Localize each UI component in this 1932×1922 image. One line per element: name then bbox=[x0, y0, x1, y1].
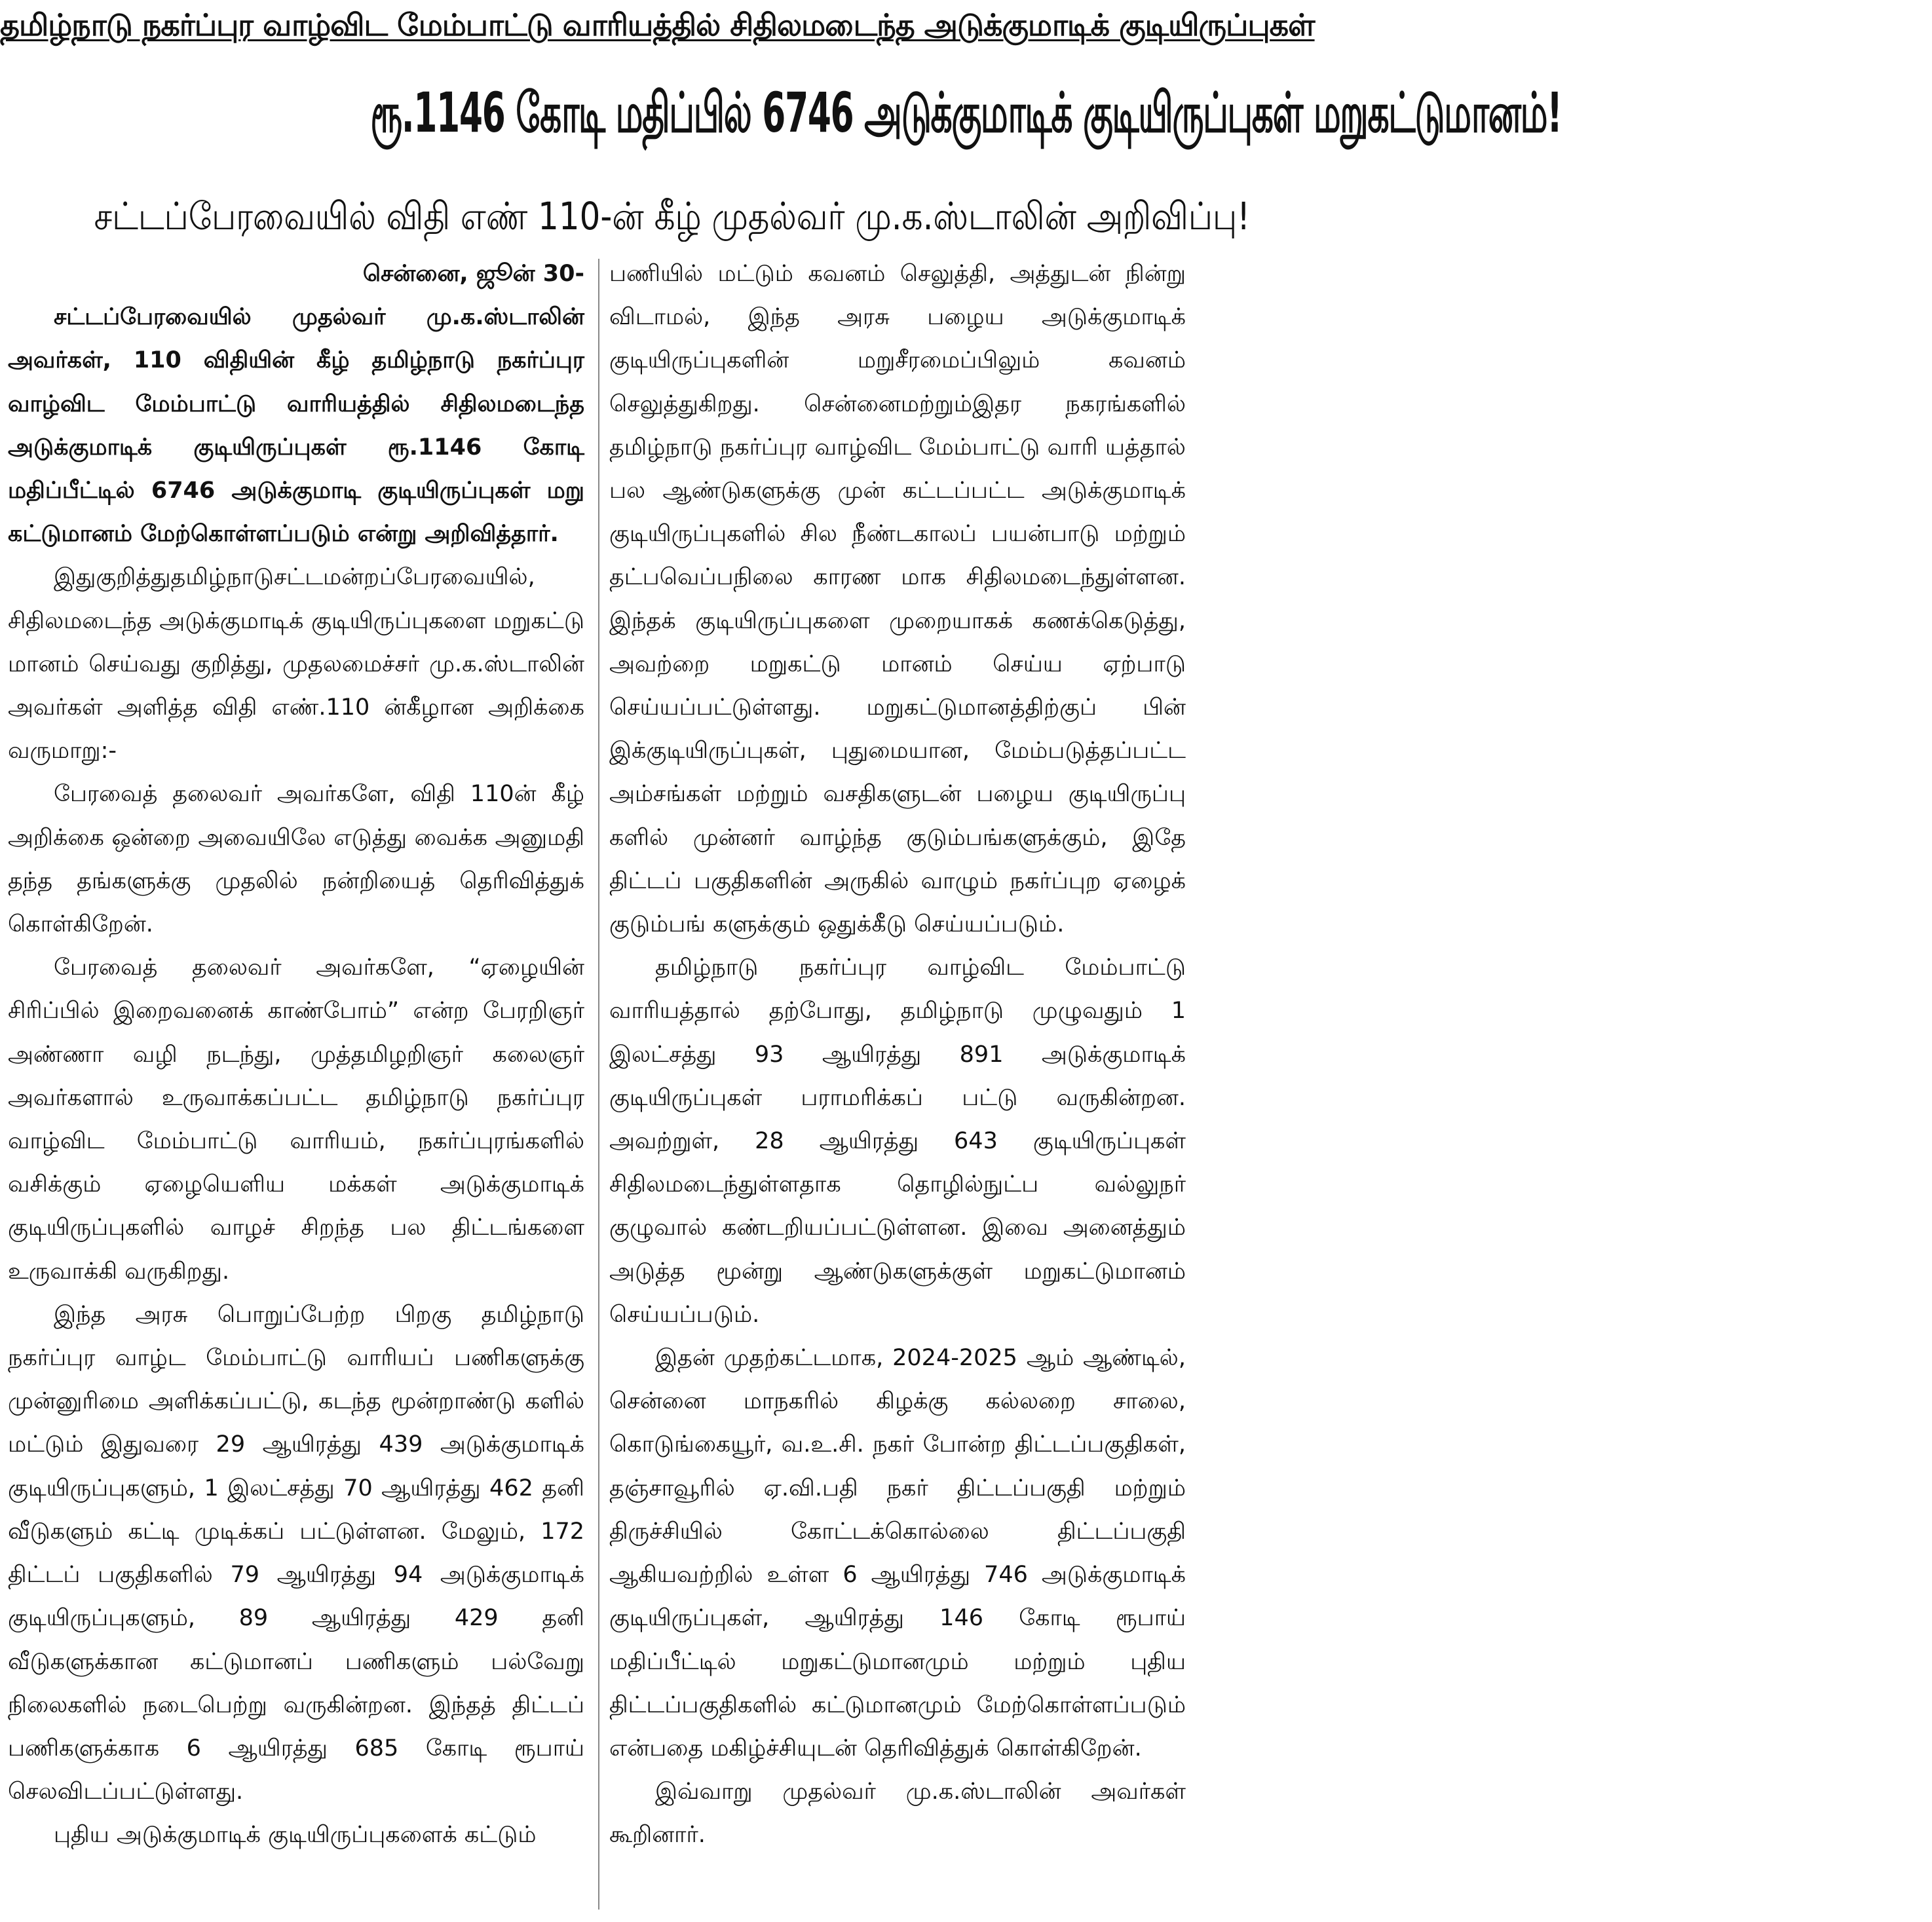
headline-text: ரூ.1146 கோடி மதிப்பில் 6746 அடுக்குமாடிக் குடியிருப்புகள் மறுகட்டுமானம்! bbox=[370, 81, 1562, 145]
paragraph: இவ்வாறு முதல்வர் மு.க.ஸ்டாலின் அவர்கள் கூறினார். bbox=[609, 1779, 1186, 1849]
paragraph: புதிய அடுக்குமாடிக் குடியிருப்புகளைக் கட்டும் bbox=[54, 1822, 537, 1849]
left-column bbox=[8, 252, 584, 1916]
dateline: சென்னை, ஜூன் 30- bbox=[362, 261, 584, 287]
lead-paragraph: சட்டப்பேரவையில் முதல்வர் மு.க.ஸ்டாலின் அவர்கள், 110 விதியின் கீழ் தமிழ்நாடு நகர்ப்புர வாழ்விட மேம்பாட்டு வாரியத்தில் சிதிலமடைந்த அடுக்குமாடிக் குடியிருப்புகள் ரூ.1146 கோடி மதிப்பீட்டில் 6746 அடுக்குமாடி குடியிருப்புகள் மறு கட்டுமானம் மேற்கொள்ளப்படும் என்று அறிவித்தார். bbox=[8, 304, 584, 548]
kicker-text: தமிழ்நாடு நகர்ப்புர வாழ்விட மேம்பாட்டு வாரியத்தில் சிதிலமடைந்த அடுக்குமாடிக் குடியிருப்புகள் bbox=[0, 7, 1315, 43]
subheadline bbox=[0, 183, 1251, 249]
subheadline-text: சட்டப்பேரவையில் விதி எண் 110-ன் கீழ் முதல்வர் மு.க.ஸ்டாலின் அறிவிப்பு! bbox=[94, 194, 1251, 238]
headline bbox=[0, 60, 1562, 165]
paragraph: பேரவைத் தலைவர் அவர்களே, விதி 110ன் கீழ் அறிக்கை ஒன்றை அவையிலே எடுத்து வைக்க அனுமதி தந்த தங்களுக்கு முதலில் நன்றியைத் தெரிவித்துக் கொள்கிறேன். bbox=[8, 781, 584, 938]
paragraph: இதன் முதற்கட்டமாக, 2024-2025 ஆம் ஆண்டில், சென்னை மாநகரில் கிழக்கு கல்லறை சாலை, கொடுங்கையூர், வ.உ.சி. நகர் போன்ற திட்டப்பகுதிகள், தஞ்சாவூரில் ஏ.வி.பதி நகர் திட்டப்பகுதி மற்றும் திருச்சியில் கோட்டக்கொல்லை திட்டப்பகுதி ஆகியவற்றில் உள்ள 6 ஆயிரத்து 746 அடுக்குமாடிக் குடியிருப்புகள், ஆயிரத்து 146 கோடி ரூபாய் மதிப்பீட்டில் மறுகட்டுமானமும் மற்றும் புதிய திட்டப்பகுதிகளில் கட்டுமானமும் மேற்கொள்ளப்படும் என்பதை மகிழ்ச்சியுடன் தெரிவித்துக் கொள்கிறேன். bbox=[609, 1345, 1186, 1762]
right-column bbox=[609, 252, 1186, 1916]
paragraph: இந்த அரசு பொறுப்பேற்ற பிறகு தமிழ்நாடு நகர்ப்புர வாழ்ட மேம்பாட்டு வாரியப் பணிகளுக்கு முன்னுரிமை அளிக்கப்பட்டு, கடந்த மூன்றாண்டு களில் மட்டும் இதுவரை 29 ஆயிரத்து 439 அடுக்குமாடிக் குடியிருப்புகளும், 1 இலட்சத்து 70 ஆயிரத்து 462 தனி வீடுகளும் கட்டி முடிக்கப் பட்டுள்ளன. மேலும், 172 திட்டப் பகுதிகளில் 79 ஆயிரத்து 94 அடுக்குமாடிக் குடியிருப்புகளும், 89 ஆயிரத்து 429 தனி வீடுகளுக்கான கட்டுமானப் பணிகளும் பல்வேறு நிலைகளில் நடைபெற்று வருகின்றன. இந்தத் திட்டப் பணிகளுக்காக 6 ஆயிரத்து 685 கோடி ரூபாய் செலவிடப்பட்டுள்ளது. bbox=[8, 1301, 584, 1805]
paragraph: இதுகுறித்துதமிழ்நாடுசட்டமன்றப்பேரவையில், சிதிலமடைந்த அடுக்குமாடிக் குடியிருப்புகளை மறுகட்டு மானம் செய்வது குறித்து, முதலமைச்சர் மு.க.ஸ்டாலின் அவர்கள் அளித்த விதி எண்.110 ன்கீழான அறிக்கை வருமாறு:- bbox=[8, 564, 584, 764]
kicker-line bbox=[0, 4, 1315, 46]
column-divider bbox=[598, 259, 599, 1910]
paragraph: பணியில் மட்டும் கவனம் செலுத்தி, அத்துடன் நின்று விடாமல், இந்த அரசு பழைய அடுக்குமாடிக் குடியிருப்புகளின் மறுசீரமைப்பிலும் கவனம் செலுத்துகிறது. சென்னைமற்றும்இதர நகரங்களில் தமிழ்நாடு நகர்ப்புர வாழ்விட மேம்பாட்டு வாரி யத்தால் பல ஆண்டுகளுக்கு முன் கட்டப்பட்ட அடுக்குமாடிக் குடியிருப்புகளில் சில நீண்டகாலப் பயன்பாடு மற்றும் தட்பவெப்பநிலை காரண மாக சிதிலமடைந்துள்ளன. இந்தக் குடியிருப்புகளை முறையாகக் கணக்கெடுத்து, அவற்றை மறுகட்டு மானம் செய்ய ஏற்பாடு செய்யப்பட்டுள்ளது. மறுகட்டுமானத்திற்குப் பின் இக்குடியிருப்புகள், புதுமையான, மேம்படுத்தப்பட்ட அம்சங்கள் மற்றும் வசதிகளுடன் பழைய குடியிருப்பு களில் முன்னர் வாழ்ந்த குடும்பங்களுக்கும், இதே திட்டப் பகுதிகளின் அருகில் வாழும் நகர்ப்புற ஏழைக் குடும்பங் களுக்கும் ஒதுக்கீடு செய்யப்படும். bbox=[609, 261, 1186, 938]
paragraph: தமிழ்நாடு நகர்ப்புர வாழ்விட மேம்பாட்டு வாரியத்தால் தற்போது, தமிழ்நாடு முழுவதும் 1 இலட்சத்து 93 ஆயிரத்து 891 அடுக்குமாடிக் குடியிருப்புகள் பராமரிக்கப் பட்டு வருகின்றன. அவற்றுள், 28 ஆயிரத்து 643 குடியிருப்புகள் சிதிலமடைந்துள்ளதாக தொழில்நுட்ப வல்லுநர் குழுவால் கண்டறியப்பட்டுள்ளன. இவை அனைத்தும் அடுத்த மூன்று ஆண்டுகளுக்குள் மறுகட்டுமானம் செய்யப்படும். bbox=[609, 954, 1186, 1328]
paragraph: பேரவைத் தலைவர் அவர்களே, “ஏழையின் சிரிப்பில் இறைவனைக் காண்போம்” என்ற பேரறிஞர் அண்ணா வழி நடந்து, முத்தமிழறிஞர் கலைஞர் அவர்களால் உருவாக்கப்பட்ட தமிழ்நாடு நகர்ப்புர வாழ்விட மேம்பாட்டு வாரியம், நகர்ப்புரங்களில் வசிக்கும் ஏழையெளிய மக்கள் அடுக்குமாடிக் குடியிருப்புகளில் வாழச் சிறந்த பல திட்டங்களை உருவாக்கி வருகிறது. bbox=[8, 954, 584, 1285]
